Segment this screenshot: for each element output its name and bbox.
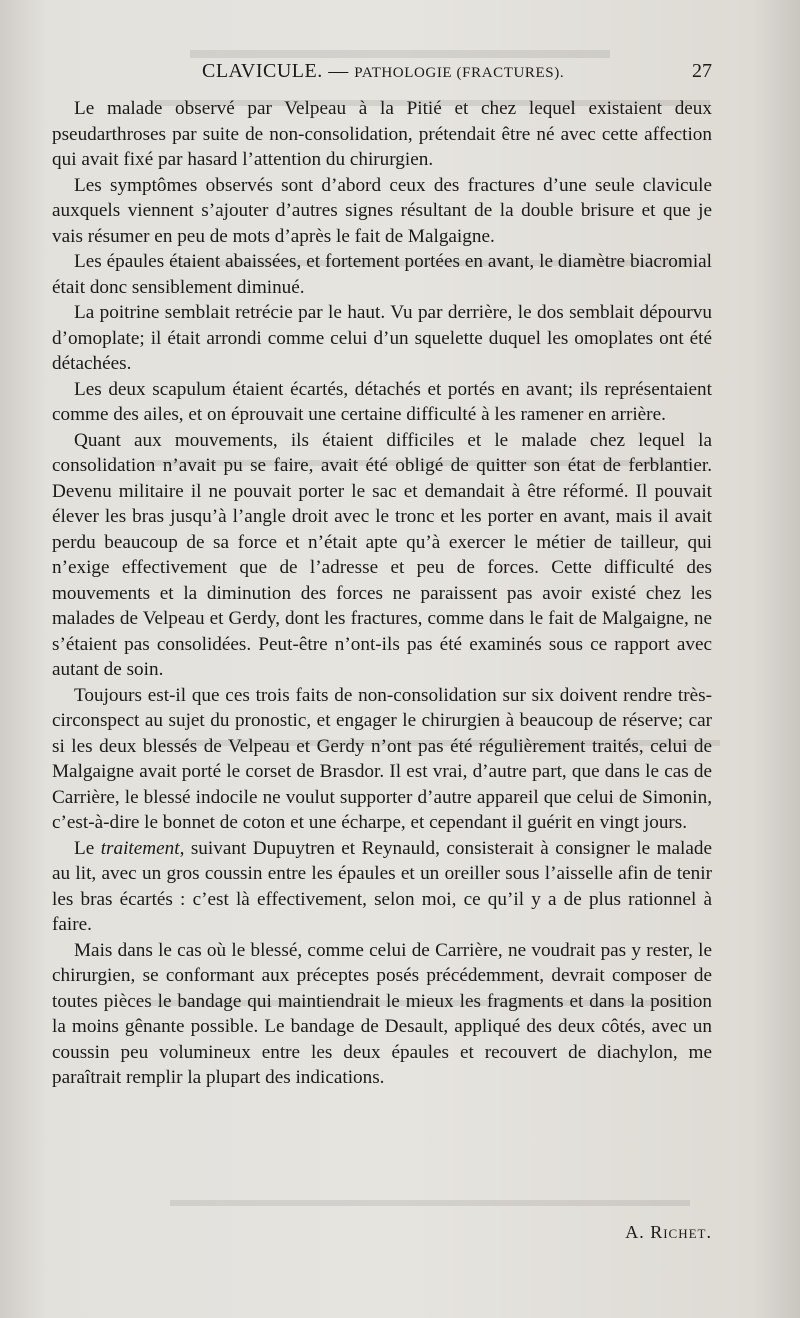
paragraph: Les deux scapulum étaient écartés, détachés et portés en avant; ils représentaient comme des ailes, et on éprouvait une certaine difficulté à les ramener en arrière. (52, 378, 712, 425)
paragraph: Le malade observé par Velpeau à la Pitié et chez lequel existaient deux pseudarthroses par suite de non-consolidation, prétendait être né avec cette affection qui avait fixé par hasard l’attention du chirurgien. (52, 98, 712, 170)
paragraph: Mais dans le cas où le blessé, comme celui de Carrière, ne voudrait pas y rester, le chirurgien, se conformant aux préceptes posés précédemment, devrait composer de toutes pièces le bandage qui maintiendrait le mieux les fragments et dans la position la moins gênante possible. Le bandage de Desault, appliqué des deux côtés, avec un coussin peu volumineux entre les deux épaules et recouvert de diachylon, me paraîtrait remplir la plupart des indications. (52, 939, 712, 1088)
running-head-dash: — (328, 60, 349, 82)
paragraph-text: Le (74, 837, 101, 859)
signature-name: Richet. (650, 1222, 712, 1242)
running-head (202, 60, 564, 83)
running-header (52, 60, 712, 90)
paragraph: Les symptômes observés sont d’abord ceux des fractures d’une seule clavicule auxquels viennent s’ajouter d’autres signes résultant de la double brisure et que je vais résumer en peu de mots d’après le fait de Malgaigne. (52, 174, 712, 247)
running-head-title: CLAVICULE. (202, 60, 323, 82)
paragraph-text: , suivant Dupuytren et Reynauld, consisterait à consigner le malade au lit, avec un gros coussin entre les épaules et un oreiller sous l’aisselle afin de tenir les bras écartés : c’est là effectivement, selon moi, ce qu’il y a de plus rationnel à faire. (52, 837, 712, 935)
paragraph: Les épaules étaient abaissées, et fortement portées en avant, le diamètre biacromial était donc sensiblement diminué. (52, 251, 712, 298)
paragraph: Toujours est-il que ces trois faits de non-consolidation sur six doivent rendre très-circonspect au sujet du pronostic, et engager le chirurgien à beaucoup de réserve; car si les deux blessés de Velpeau et Gerdy n’ont pas été régulièrement traités, celui de Malgaigne avait porté le corset de Brasdor. Il est vrai, d’autre part, que dans le cas de Carrière, le blessé indocile ne voulut supporter d’autre appareil que celui de Simonin, c’est-à-dire le bonnet de coton et une écharpe, et cependant il guérit en vingt jours. (52, 684, 712, 833)
running-head-subtitle: PATHOLOGIE (FRACTURES). (354, 65, 565, 81)
italic-term: traitement (100, 837, 180, 859)
page-number: 27 (692, 60, 712, 82)
paragraph: La poitrine semblait retrécie par le haut. Vu par derrière, le dos semblait dépourvu d’omoplate; il était arrondi comme celui d’un squelette duquel les omoplates ont été détachées. (52, 302, 712, 374)
body-text (52, 96, 712, 1091)
author-signature (625, 1222, 712, 1243)
paragraph-traitement (52, 836, 712, 938)
signature-initial: A. (625, 1222, 645, 1242)
paragraph: Quant aux mouvements, ils étaient difficiles et le malade chez lequel la consolidation n’avait pu se faire, avait été obligé de quitter son état de ferblantier. Devenu militaire il ne pouvait porter le sac et demandait à être réformé. Il pouvait élever les bras jusqu’à l’angle droit avec le tronc et les porter en avant, mais il avait perdu beaucoup de sa force et n’était apte qu’à exercer le métier de tailleur, qui n’exige effectivement que de l’adresse et peu de forces. Cette difficulté des mouvements et la diminution des forces ne paraissent pas avoir existé chez les malades de Velpeau et Gerdy, dont les fractures, comme dans le fait de Malgaigne, ne s’étaient pas consolidées. Peut-être n’ont-ils pas été examinés sous ce rapport avec autant de soin. (52, 429, 712, 680)
